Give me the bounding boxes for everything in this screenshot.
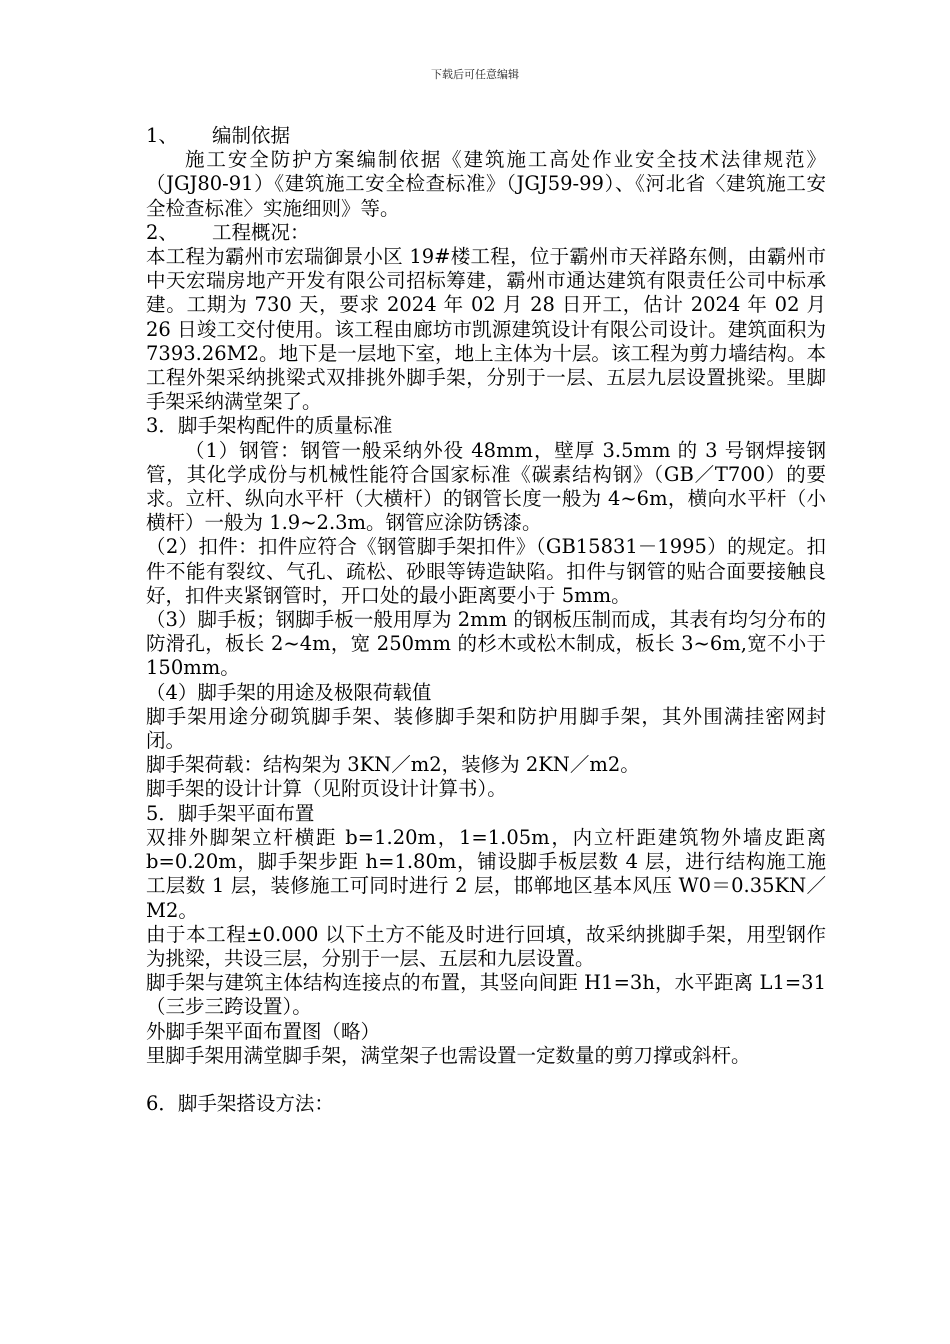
section-3-paragraph-1: 脚手架用途分砌筑脚手架、装修脚手架和防护用脚手架，其外围满挂密网封闭。 [146, 704, 826, 753]
section-1-number: 1、 [146, 124, 178, 147]
section-2-heading [146, 221, 826, 245]
document-body [146, 124, 826, 1116]
section-5-paragraph-3: 脚手架与建筑主体结构连接点的布置，其竖向间距 H1=3h，水平距离 L1=31（三步三跨设置）。 [146, 971, 826, 1019]
page-header: 下载后可任意编辑 [431, 68, 519, 81]
section-3-item-4: （4）脚手架的用途及极限荷载值 [146, 680, 432, 704]
section-2-number: 2、 [146, 220, 178, 244]
section-1-heading [146, 124, 826, 148]
blank-line [146, 1068, 826, 1092]
section-1-paragraph: 施工安全防护方案编制依据《建筑施工高处作业安全技术法律规范》（JGJ80-91）《建筑施工安全检查标准》（JGJ59-99）、《河北省〈建筑施工安全检查标准〉实施细则》等。 [146, 148, 826, 220]
section-6-heading: 6．脚手架搭设方法： [146, 1091, 334, 1115]
section-3-item-3: （3）脚手板；钢脚手板一般用厚为 2mm 的钢板压制而成，其表有均匀分布的防滑孔，板长 2~4m，宽 250mm 的杉木或松木制成，板长 3~6m,宽不小于 150mm。 [146, 608, 826, 680]
section-5-paragraph-5: 里脚手架用满堂脚手架，满堂架子也需设置一定数量的剪刀撑或斜杆。 [146, 1043, 751, 1067]
section-5-paragraph-1: 双排外脚架立杆横距 b=1.20m，1=1.05m，内立杆距建筑物外墙皮距离 b=0.20m，脚手架步距 h=1.80m，铺设脚手板层数 4 层，进行结构施工施工层数 1 层，装修施工可同时进行 2 层，邯郸地区基本风压 W0＝0.35KN／M2。 [146, 825, 826, 922]
section-2-paragraph: 本工程为霸州市宏瑞御景小区 19#楼工程，位于霸州市天祥路东侧，由霸州市中天宏瑞房地产开发有限公司招标筹建，霸州市通达建筑有限责任公司中标承建。工期为 730 天，要求 2024 年 02 月 28 日开工，估计 2024 年 02 月 26 日竣工交付使用。该工程由廊坊市凯源建筑设计有限公司设计。建筑面积为 7393.26M2。地下是一层地下室，地上主体为十层。该工程为剪力墙结构。本工程外架采纳挑梁式双排挑外脚手架，分别于一层、五层九层设置挑梁。里脚手架采纳满堂架了。 [146, 245, 826, 414]
section-1-title: 编制依据 [212, 124, 291, 147]
section-3-heading: 3．脚手架构配件的质量标准 [146, 414, 393, 438]
section-5-paragraph-4: 外脚手架平面布置图（略） [146, 1019, 381, 1043]
section-3-paragraph-3: 脚手架的设计计算（见附页设计计算书）。 [146, 777, 507, 801]
section-3-item-2: （2）扣件：扣件应符合《钢管脚手架扣件》（GB15831－1995）的规定。扣件不能有裂纹、气孔、疏松、砂眼等铸造缺陷。扣件与钢管的贴合面要接触良好，扣件夹紧钢管时，开口处的最小距离要小于 5mm。 [146, 535, 826, 607]
section-5-heading: 5．脚手架平面布置 [146, 801, 315, 825]
section-3-item-1: （1）钢管：钢管一般采纳外役 48mm，壁厚 3.5mm 的 3 号钢焊接钢管，其化学成份与机械性能符合国家标准《碳素结构钢》（GB／T700）的要求。立杆、纵向水平杆（大横杆）的钢管长度一般为 4~6m，横向水平杆（小横杆）一般为 1.9~2.3m。钢管应涂防锈漆。 [146, 438, 826, 535]
section-3-paragraph-2: 脚手架荷载：结构架为 3KN／m2，装修为 2KN／m2。 [146, 753, 640, 777]
section-2-title: 工程概况： [212, 220, 310, 244]
section-5-paragraph-2: 由于本工程±0.000 以下土方不能及时进行回填，故采纳挑脚手架，用型钢作为挑梁，共设三层，分别于一层、五层和九层设置。 [146, 922, 826, 970]
